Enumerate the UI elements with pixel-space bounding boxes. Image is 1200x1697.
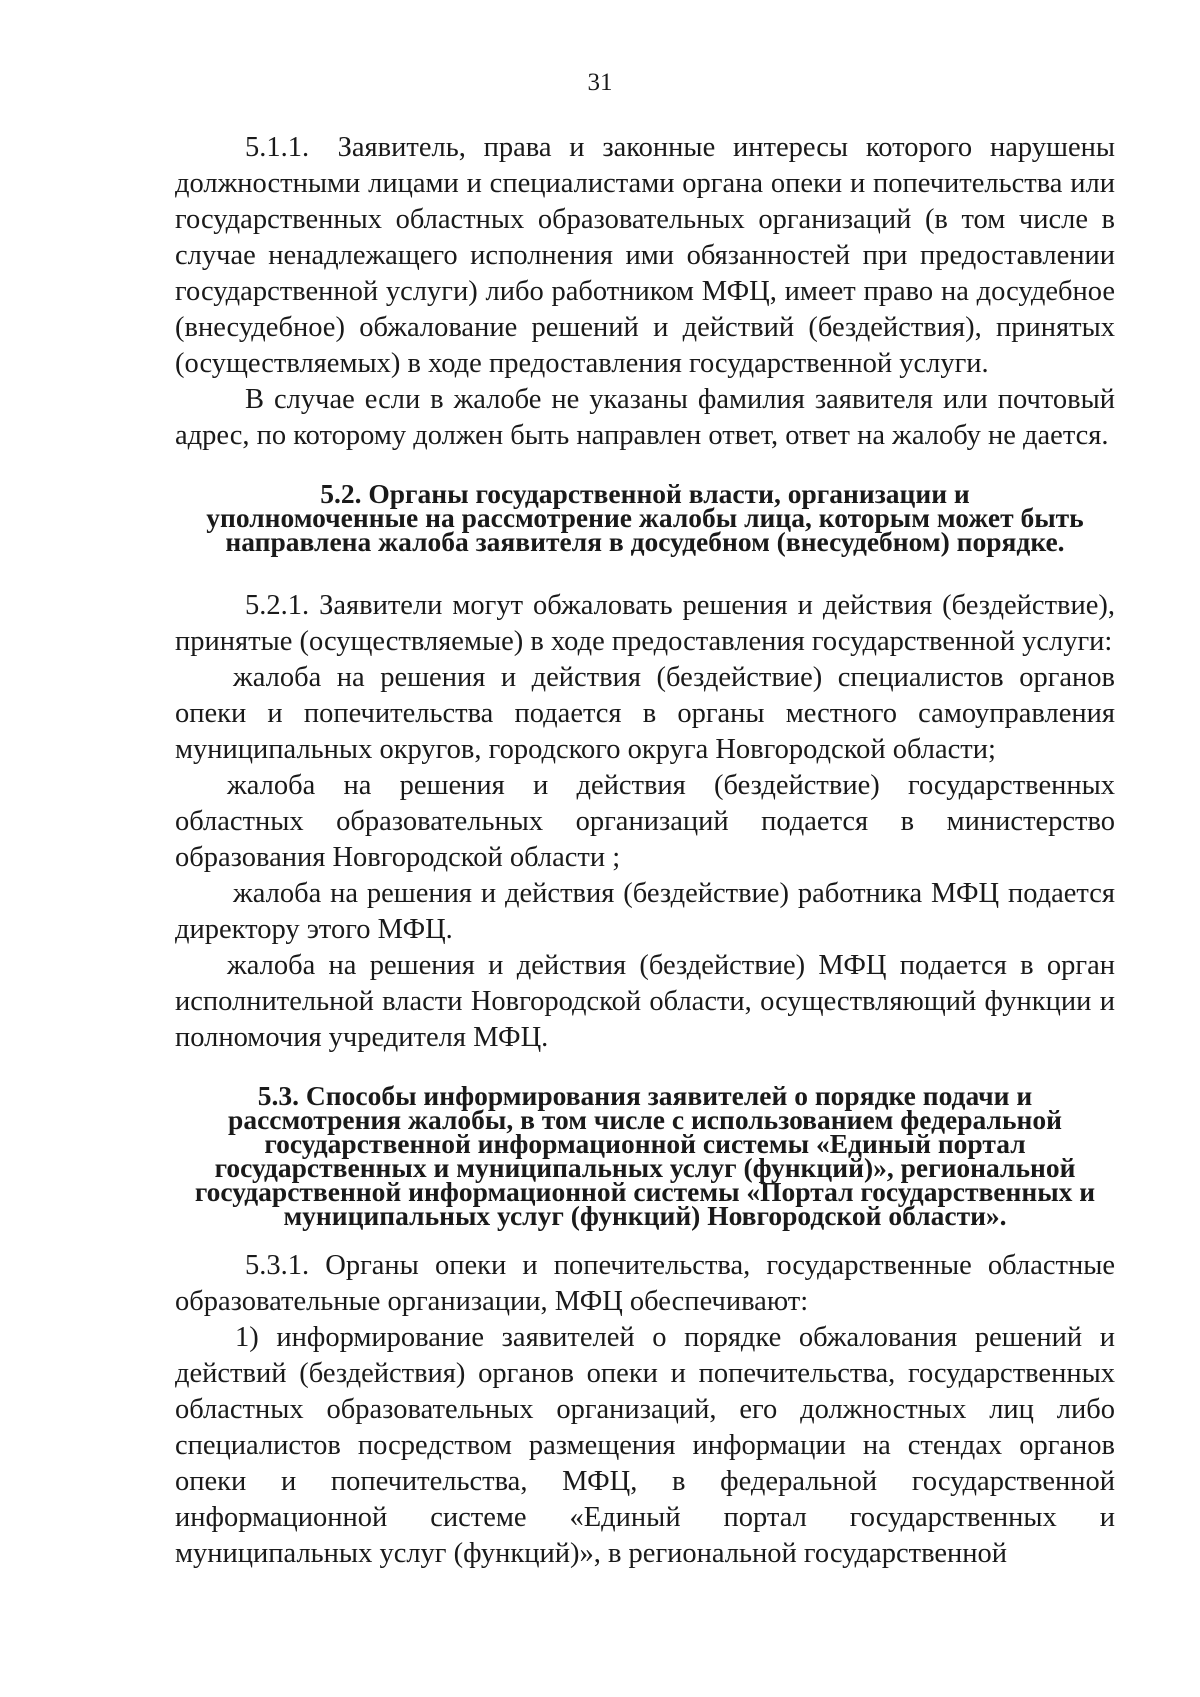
heading-line: 5.2. Органы государственной власти, организации и xyxy=(320,478,970,509)
heading-line: государственной информационной системы «Портал государственных и xyxy=(194,1176,1096,1207)
page-number: 31 xyxy=(587,69,613,96)
clause-number: 5.1.1. xyxy=(245,132,310,163)
section-heading-5-3 xyxy=(175,1080,1115,1231)
list-item: жалоба на решения и действия (бездействие) работника МФЦ подается директору этого МФЦ. xyxy=(175,878,1115,945)
paragraph-5-1-1 xyxy=(175,130,1115,382)
heading-line: муниципальных услуг (функций) Новгородской области». xyxy=(283,1200,1007,1231)
heading-line: государственной информационной системы «Единый портал xyxy=(264,1128,1026,1159)
list-item: жалоба на решения и действия (бездействие) специалистов органов опеки и попечительства подается в органы местного самоуправления муниципальных округов, городского округа Новгородской области; xyxy=(175,662,1115,765)
heading-line: государственных и муниципальных услуг (функций)», региональной xyxy=(214,1152,1076,1183)
section-heading-5-2 xyxy=(175,478,1115,557)
heading-line: рассмотрения жалобы, в том числе с использованием федеральной xyxy=(228,1104,1062,1135)
list-item: жалоба на решения и действия (бездействие) МФЦ подается в орган исполнительной власти Новгородской области, осуществляющий функции и полномочия учредителя МФЦ. xyxy=(175,950,1115,1053)
clause-text: Заявитель, права и законные интересы которого нарушены должностными лицами и специалистами органа опеки и попечительства или государственных областных образовательных организаций (в том числе в случае ненадлежащего исполнения ими обязанностей при предоставлении государственной услуги) либо работником МФЦ, имеет право на досудебное (внесудебное) обжалование решений и действий (бездействия), принятых (осуществляемых) в ходе предоставления государственной услуги. xyxy=(175,132,1115,379)
heading-line: 5.3. Способы информирования заявителей о порядке подачи и xyxy=(257,1080,1033,1111)
paragraph-5-2-1: 5.2.1. Заявители могут обжаловать решения и действия (бездействие), принятые (осуществляемые) в ходе предоставления государственной услуги: xyxy=(175,590,1115,657)
heading-line: направлена жалоба заявителя в досудебном (внесудебном) порядке. xyxy=(225,526,1065,557)
page-content xyxy=(175,130,1115,1572)
heading-line: уполномоченные на рассмотрение жалобы лица, которым может быть xyxy=(206,502,1084,533)
paragraph-5-3-1: 5.3.1. Органы опеки и попечительства, государственные областные образовательные организации, МФЦ обеспечивают: xyxy=(175,1250,1115,1317)
list-item: жалоба на решения и действия (бездействие) государственных областных образовательных организаций подается в министерство образования Новгородской области ; xyxy=(175,770,1115,873)
list-item: 1) информирование заявителей о порядке обжалования решений и действий (бездействия) органов опеки и попечительства, государственных областных образовательных организаций, его должностных лиц либо специалистов посредством размещения информации на стендах органов опеки и попечительства, МФЦ, в федеральной государственной информационной системе «Единый портал государственных и муниципальных услуг (функций)», в региональной государственной xyxy=(175,1322,1115,1569)
paragraph-5-1-1-note: В случае если в жалобе не указаны фамилия заявителя или почтовый адрес, по которому должен быть направлен ответ, ответ на жалобу не дается. xyxy=(175,384,1115,451)
